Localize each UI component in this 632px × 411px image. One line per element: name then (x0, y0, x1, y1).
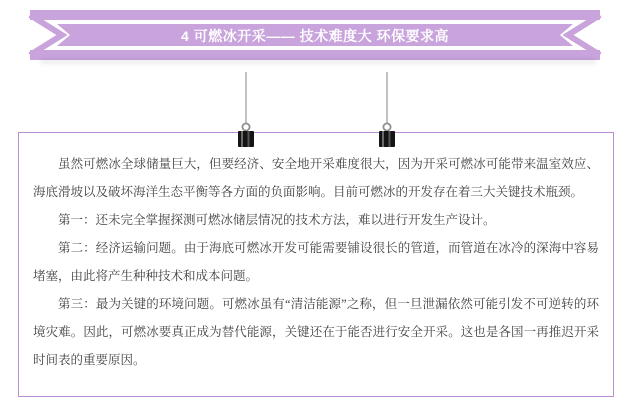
clip-body (379, 131, 395, 147)
paragraph-first-bottleneck: 第一：还未完全掌握探测可燃冰储层情况的技术方法，难以进行开发生产设计。 (58, 213, 496, 227)
page-title: 4 可燃冰开采—— 技术难度大 环保要求高 (181, 27, 449, 44)
ribbon-top-strip (30, 10, 600, 20)
clip-highlight (389, 131, 391, 147)
paragraph-overview: 虽然可燃冰全球储量巨大，但要经济、安全地开采难度很大，因为开采可燃冰可能带来温室效应、海底滑坡以及破坏海洋生态平衡等各方面的负面影响。目前可燃冰的开发存在着三大关键技术瓶颈。 (33, 157, 599, 199)
clip-highlight (248, 131, 250, 147)
binder-clip-icon (234, 72, 258, 152)
clip-ring (242, 123, 249, 130)
clip-body (238, 131, 254, 147)
content-box (18, 132, 614, 397)
clip-ring (383, 123, 390, 130)
ribbon-bottom-strip (30, 50, 600, 60)
binder-clip-icon (375, 72, 399, 152)
clip-highlight (241, 131, 243, 147)
ribbon-shadow (40, 60, 596, 65)
paragraph-second-bottleneck: 第二：经济运输问题。由于海底可燃冰开发可能需要铺设很长的管道，而管道在冰冷的深海中容易堵塞，由此将产生种种技术和成本问题。 (33, 241, 599, 283)
paragraph-third-bottleneck: 第三：最为关键的环境问题。可燃冰虽有“清洁能源”之称，但一旦泄漏依然可能引发不可逆转的环境灾难。因此，可燃冰要真正成为替代能源，关键还在于能否进行安全开采。这也是各国一再推迟开采时间表的重要原因。 (33, 297, 599, 367)
clip-highlight (382, 131, 384, 147)
